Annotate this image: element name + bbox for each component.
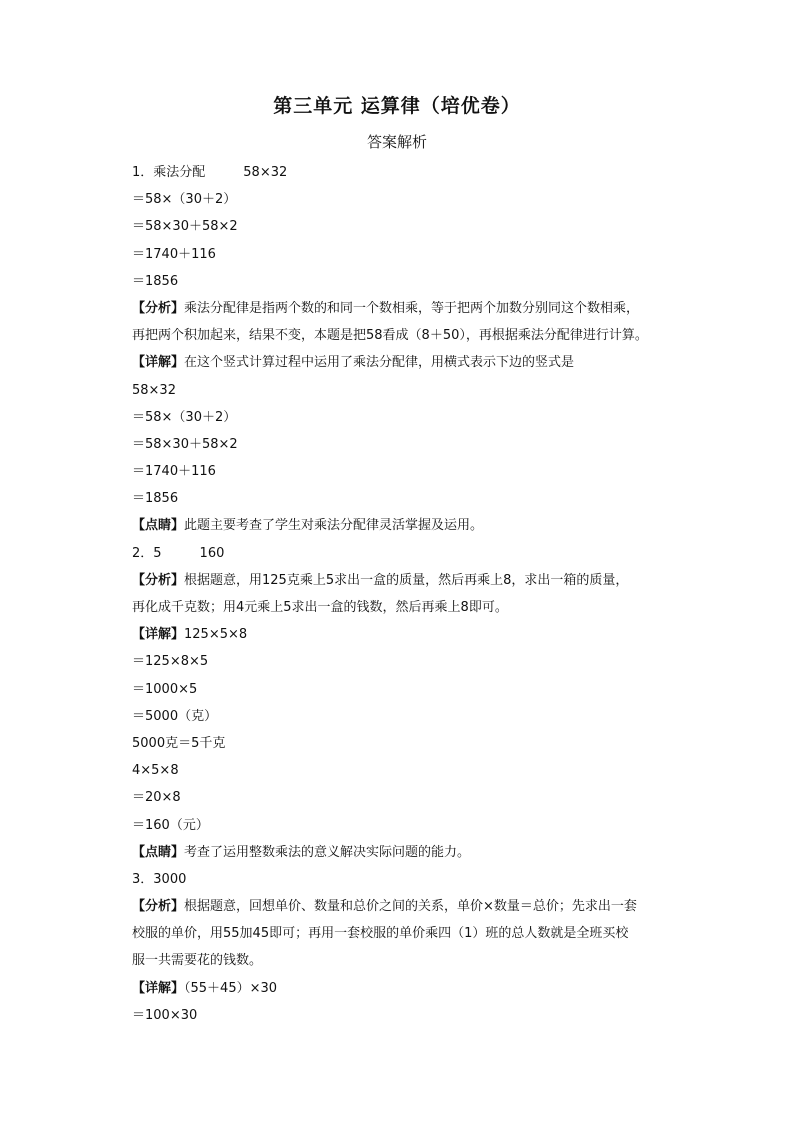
comment-tag: 【点睛】 xyxy=(132,518,185,534)
analysis-tag: 【分析】 xyxy=(132,899,185,915)
q2-step: ＝1000×5 xyxy=(132,681,198,697)
q1-step: ＝58×30＋58×2 xyxy=(132,219,238,235)
q3-heading: 3．3000 xyxy=(132,871,187,887)
q1-comment xyxy=(132,512,692,539)
detail-tag: 【详解】 xyxy=(132,355,185,371)
q1-expression: 58×32 xyxy=(243,165,288,180)
q2-step: ＝125×8×5 xyxy=(132,654,209,670)
q1-detail-text: 在这个竖式计算过程中运用了乘法分配律，用横式表示下边的竖式是 xyxy=(184,355,575,371)
q1-detail-step: ＝58×30＋58×2 xyxy=(132,436,238,452)
q1-detail xyxy=(132,349,692,376)
q2-step: 4×5×8 xyxy=(132,763,179,779)
q1-detail-expr: 58×32 xyxy=(132,382,176,398)
q1-detail-step: ＝1740＋116 xyxy=(132,464,216,480)
q2-analysis xyxy=(132,567,692,594)
q2-number: 2．5 xyxy=(132,545,162,561)
comment-tag: 【点睛】 xyxy=(132,844,185,860)
q3-analysis-text: 根据题意，回想单价、数量和总价之间的关系，单价×数量＝总价；先求出一套 xyxy=(184,899,637,915)
q1-step: ＝1740＋116 xyxy=(132,246,216,262)
q1-analysis xyxy=(132,295,692,322)
q3-detail xyxy=(132,975,692,1002)
q1-comment-text: 此题主要考查了学生对乘法分配律灵活掌握及运用。 xyxy=(184,518,484,534)
q1-step: ＝58×（30＋2） xyxy=(132,192,237,208)
q2-heading xyxy=(132,540,692,567)
analysis-tag: 【分析】 xyxy=(132,300,185,316)
q1-analysis-text: 乘法分配律是指两个数的和同一个数相乘，等于把两个加数分别同这个数相乘， xyxy=(184,300,640,316)
page-subtitle: 答案解析 xyxy=(366,133,427,151)
q2-step: ＝160（元） xyxy=(132,817,209,833)
analysis-tag: 【分析】 xyxy=(132,572,185,588)
q2-step: ＝20×8 xyxy=(132,790,181,806)
q1-number: 1．乘法分配 xyxy=(132,165,206,180)
q2-detail-text: 125×5×8 xyxy=(184,627,248,643)
q1-detail-step: ＝1856 xyxy=(132,491,179,507)
q3-analysis xyxy=(132,893,692,920)
detail-tag: 【详解】 xyxy=(132,627,185,643)
q2-analysis-cont: 再化成千克数；用4元乘上5求出一盒的钱数，然后再乘上8即可。 xyxy=(132,600,508,615)
q3-analysis-cont: 服一共需要花的钱数。 xyxy=(132,953,263,969)
q2-step: ＝5000（克） xyxy=(132,708,218,724)
q2-step: 5000克＝5千克 xyxy=(132,735,226,751)
page-title: 第三单元 运算律（培优卷） xyxy=(273,95,521,117)
q2-detail xyxy=(132,621,692,648)
q1-heading xyxy=(132,159,692,186)
q3-step: ＝100×30 xyxy=(132,1007,198,1023)
q1-step: ＝1856 xyxy=(132,273,179,289)
q3-analysis-cont: 校服的单价，用55加45即可；再用一套校服的单价乘四（1）班的总人数就是全班买校 xyxy=(132,926,629,942)
q1-detail-step: ＝58×（30＋2） xyxy=(132,409,237,425)
q2-analysis-text: 根据题意，用125克乘上5求出一盒的质量，然后再乘上8，求出一箱的质量， xyxy=(184,572,629,588)
detail-tag: 【详解】 xyxy=(132,980,185,996)
q3-detail-text: （55＋45）×30 xyxy=(184,980,278,996)
q2-comment xyxy=(132,839,692,866)
q2-value: 160 xyxy=(199,545,225,561)
answer-content xyxy=(132,159,692,1029)
q2-comment-text: 考查了运用整数乘法的意义解决实际问题的能力。 xyxy=(184,844,471,860)
q1-analysis-cont: 再把两个积加起来，结果不变，本题是把58看成（8＋50），再根据乘法分配律进行计算。 xyxy=(132,328,648,344)
